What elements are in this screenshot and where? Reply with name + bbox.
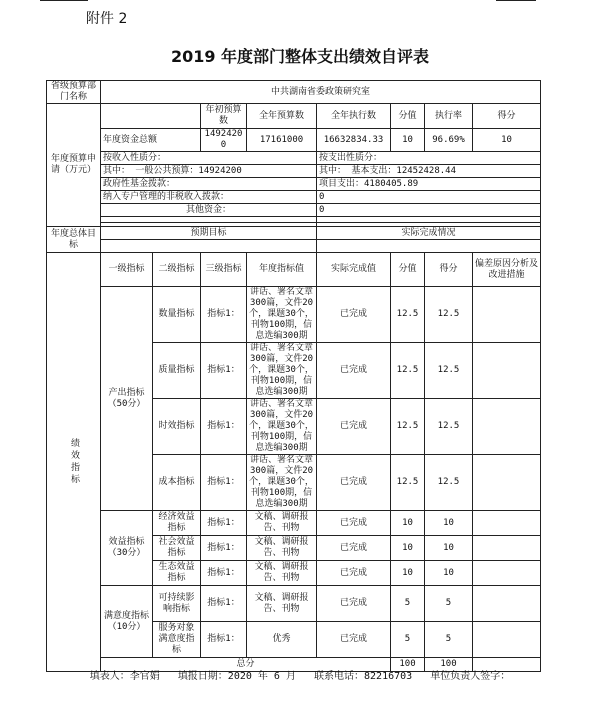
expense-by-nature: 按支出性质分：	[317, 152, 541, 165]
actual-cell: 已完成	[317, 455, 391, 511]
reason-cell	[473, 561, 541, 586]
col-initial-budget: 年初预算数	[201, 104, 247, 129]
special-account-value: 0	[317, 191, 541, 204]
level2-cell: 服务对象满意度指标	[153, 622, 201, 658]
income-by-nature: 按收入性质分：	[101, 152, 317, 165]
reason-cell	[473, 536, 541, 561]
score-cell: 12.5	[425, 287, 473, 343]
level3-cell: 指标1：	[201, 561, 247, 586]
weight-cell: 12.5	[391, 455, 425, 511]
reason-cell	[473, 287, 541, 343]
h-level2: 二级指标	[153, 253, 201, 287]
level3-cell: 指标1：	[201, 622, 247, 658]
gov-fund: 政府性基金拨款：	[101, 178, 317, 191]
total-score: 10	[473, 129, 541, 152]
group-benefit: 效益指标（30分）	[101, 511, 153, 586]
target-cell: 讲话、署名文章300篇，文件20个，课题30个，刊物100期，信息选编300期	[247, 287, 317, 343]
h-reason: 偏差原因分析及改进措施	[473, 253, 541, 287]
h-target: 年度指标值	[247, 253, 317, 287]
grand-total-score: 100	[425, 658, 473, 672]
budget-section-label: 年度预算申请（万元）	[47, 104, 101, 227]
target-cell: 讲话、署名文章300篇，文件20个，课题30个，刊物100期，信息选编300期	[247, 343, 317, 399]
page-title: 2019 年度部门整体支出绩效自评表	[170, 47, 430, 66]
total-initial: 14924200	[201, 129, 247, 152]
score-cell: 5	[425, 622, 473, 658]
h-actual: 实际完成值	[317, 253, 391, 287]
total-full: 17161000	[247, 129, 317, 152]
h-weight: 分值	[391, 253, 425, 287]
level3-cell: 指标1：	[201, 399, 247, 455]
target-cell: 文稿、调研报告、刊物	[247, 536, 317, 561]
total-exec: 16632834.33	[317, 129, 391, 152]
h-level3: 三级指标	[201, 253, 247, 287]
actual-cell: 已完成	[317, 511, 391, 536]
reason-cell	[473, 622, 541, 658]
basic-expense: 其中： 基本支出：12452428.44	[317, 165, 541, 178]
level3-cell: 指标1：	[201, 536, 247, 561]
level2-cell: 可持续影响指标	[153, 586, 201, 622]
h-score: 得分	[425, 253, 473, 287]
actual-cell: 已完成	[317, 561, 391, 586]
actual-cell: 已完成	[317, 536, 391, 561]
group-output: 产出指标（50分）	[101, 287, 153, 511]
col-score: 得分	[473, 104, 541, 129]
total-rate: 96.69%	[425, 129, 473, 152]
level3-cell: 指标1：	[201, 287, 247, 343]
score-cell: 10	[425, 561, 473, 586]
form-footer	[0, 667, 600, 682]
budget-blank-header	[101, 104, 201, 129]
top-rule-left	[40, 0, 88, 1]
level2-cell: 时效指标	[153, 399, 201, 455]
filler-name: 填表人：李官娟	[89, 671, 160, 682]
actual-cell: 已完成	[317, 622, 391, 658]
planned-goal-header: 预期目标	[101, 227, 317, 240]
other-funds-label: 其他资金：	[101, 204, 317, 217]
level3-cell: 指标1：	[201, 343, 247, 399]
level2-cell: 经济效益指标	[153, 511, 201, 536]
grand-total-weight: 100	[391, 658, 425, 672]
col-exec-rate: 执行率	[425, 104, 473, 129]
weight-cell: 12.5	[391, 287, 425, 343]
score-cell: 10	[425, 536, 473, 561]
target-cell: 讲话、署名文章300篇，文件20个，课题30个，刊物100期，信息选编300期	[247, 399, 317, 455]
actual-cell: 已完成	[317, 343, 391, 399]
weight-cell: 10	[391, 561, 425, 586]
target-cell: 文稿、调研报告、刊物	[247, 561, 317, 586]
target-cell: 优秀	[247, 622, 317, 658]
actual-cell: 已完成	[317, 287, 391, 343]
reason-cell	[473, 399, 541, 455]
weight-cell: 12.5	[391, 399, 425, 455]
score-cell: 12.5	[425, 343, 473, 399]
total-funds-label: 年度资金总额	[101, 129, 201, 152]
level3-cell: 指标1：	[201, 511, 247, 536]
col-weight: 分值	[391, 104, 425, 129]
h-level1: 一级指标	[101, 253, 153, 287]
contact-phone: 联系电话：82216703	[314, 671, 413, 682]
weight-cell: 12.5	[391, 343, 425, 399]
planned-goal-value	[101, 240, 317, 253]
reason-cell	[473, 511, 541, 536]
total-weight: 10	[391, 129, 425, 152]
level3-cell: 指标1：	[201, 455, 247, 511]
actual-cell: 已完成	[317, 586, 391, 622]
public-budget: 其中： 一般公共预算：14924200	[101, 165, 317, 178]
weight-cell: 5	[391, 622, 425, 658]
level2-cell: 质量指标	[153, 343, 201, 399]
weight-cell: 5	[391, 586, 425, 622]
dept-name-value: 中共湖南省委政策研究室	[101, 81, 541, 104]
leader-signature: 单位负责人签字：	[430, 671, 511, 682]
actual-cell: 已完成	[317, 399, 391, 455]
score-cell: 12.5	[425, 399, 473, 455]
level3-cell: 指标1：	[201, 586, 247, 622]
other-funds-value: 0	[317, 204, 541, 217]
score-cell: 5	[425, 586, 473, 622]
project-expense: 项目支出：4180405.89	[317, 178, 541, 191]
perf-section-label: 绩效指标	[47, 253, 101, 672]
score-cell: 12.5	[425, 455, 473, 511]
top-rule-right	[496, 0, 536, 1]
level2-cell: 数量指标	[153, 287, 201, 343]
col-full-budget: 全年预算数	[247, 104, 317, 129]
special-account-label: 纳入专户管理的非税收入拨款：	[101, 191, 317, 204]
weight-cell: 10	[391, 536, 425, 561]
level2-cell: 成本指标	[153, 455, 201, 511]
weight-cell: 10	[391, 511, 425, 536]
reason-cell	[473, 586, 541, 622]
col-full-exec: 全年执行数	[317, 104, 391, 129]
grand-total-label: 总分	[101, 658, 391, 672]
dept-name-label: 省级预算部门名称	[47, 81, 101, 104]
reason-cell	[473, 455, 541, 511]
annual-goal-label: 年度总体目标	[47, 227, 101, 253]
self-evaluation-table	[46, 80, 541, 672]
target-cell: 讲话、署名文章300篇，文件20个，课题30个，刊物100期，信息选编300期	[247, 455, 317, 511]
level2-cell: 社会效益指标	[153, 536, 201, 561]
target-cell: 文稿、调研报告、刊物	[247, 586, 317, 622]
group-satisfaction: 满意度指标（10分）	[101, 586, 153, 658]
actual-result-value	[317, 240, 541, 253]
level2-cell: 生态效益指标	[153, 561, 201, 586]
actual-result-header: 实际完成情况	[317, 227, 541, 240]
score-cell: 10	[425, 511, 473, 536]
reason-cell	[473, 343, 541, 399]
fill-date: 填报日期：2020 年 6 月	[177, 671, 296, 682]
attachment-label: 附件 2	[86, 11, 128, 27]
target-cell: 文稿、调研报告、刊物	[247, 511, 317, 536]
